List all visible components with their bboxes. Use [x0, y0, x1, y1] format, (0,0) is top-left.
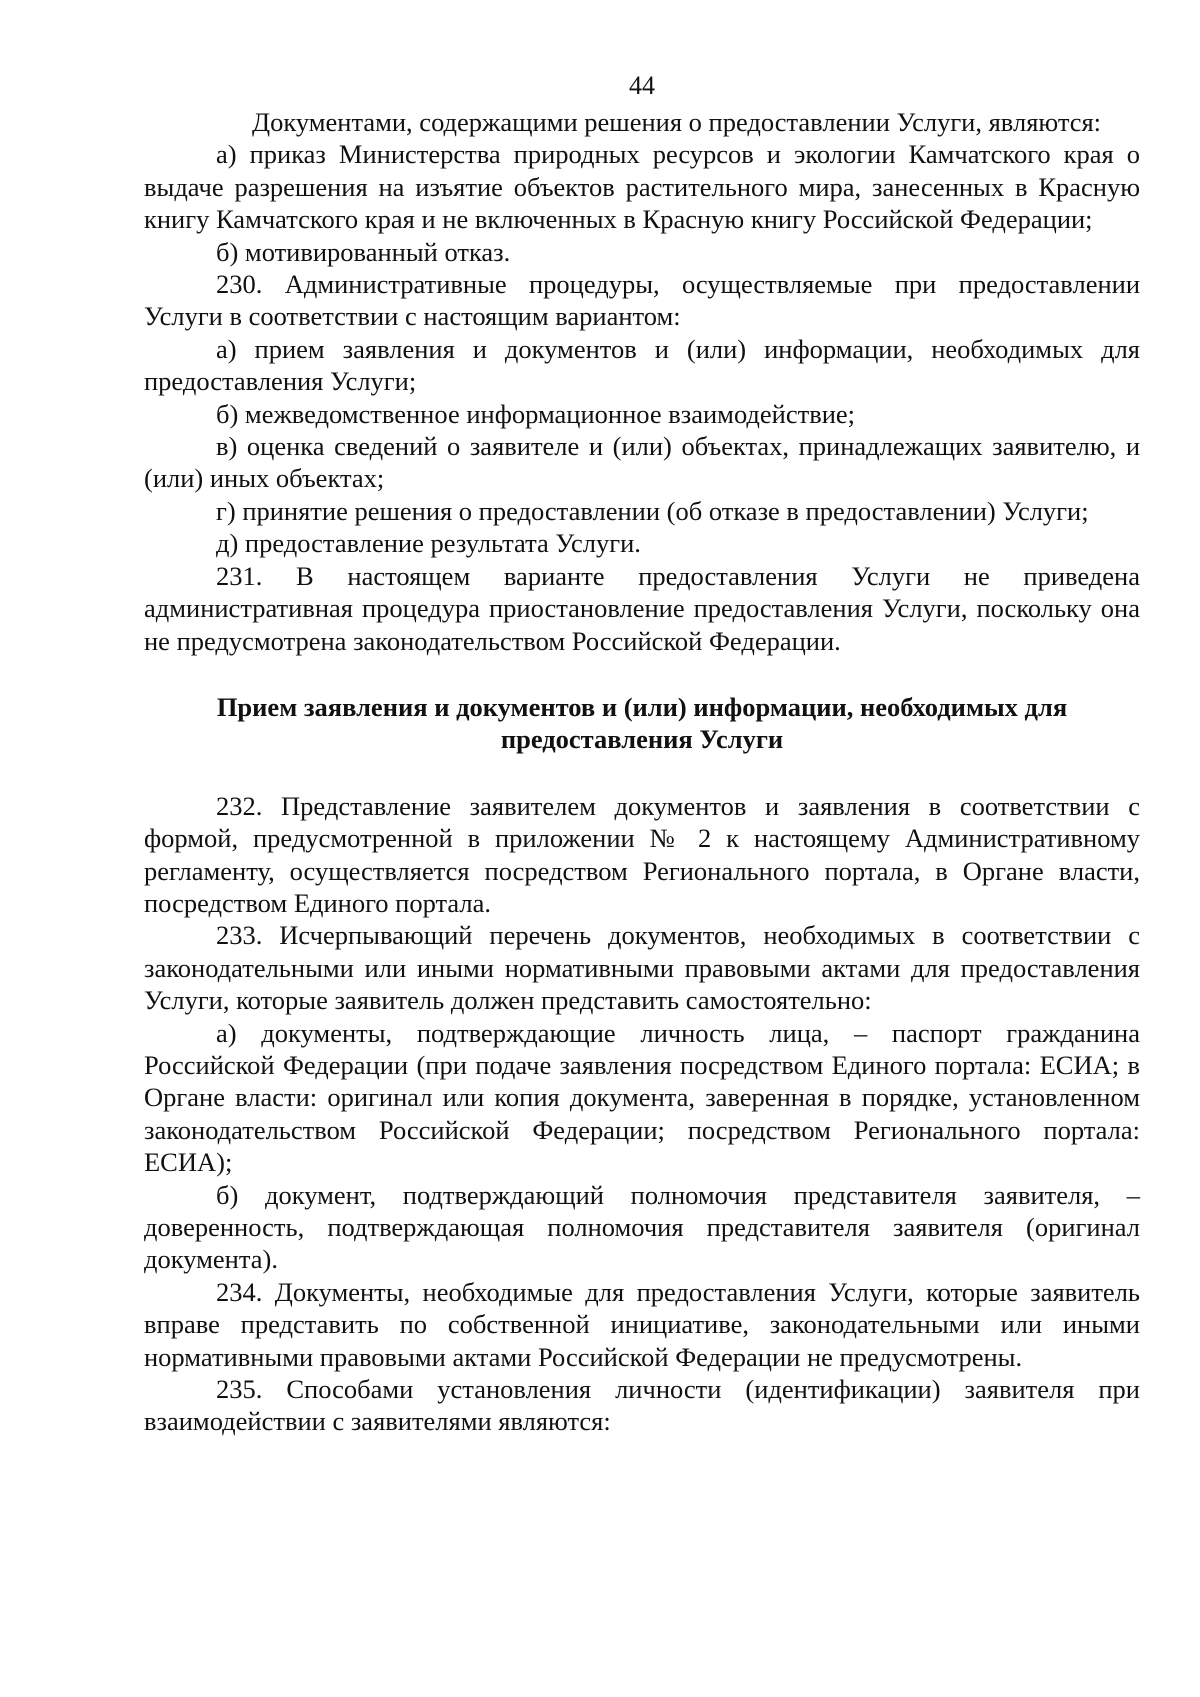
section-heading: Прием заявления и документов и (или) информации, необходимых для предоставления Услуги: [216, 691, 1068, 755]
paragraph-230-d: д) предоставление результата Услуги.: [216, 528, 641, 559]
paragraph-decision-documents: Документами, содержащими решения о предоставлении Услуги, являются:: [252, 107, 1102, 137]
paragraph-230-a: а) прием заявления и документов и (или) информации, необходимых для предоставления Услуги;: [144, 333, 1140, 397]
paragraph-234: 234. Документы, необходимые для предоставления Услуги, которые заявитель вправе представить по собственной инициативе, законодательными или иными нормативными правовыми актами Российской Федерации не предусмотрены.: [144, 1276, 1140, 1372]
paragraph-item-b-refusal: б) мотивированный отказ.: [216, 236, 511, 267]
paragraph-item-a-order: а) приказ Министерства природных ресурсов и экологии Камчатского края о выдаче разрешения на изъятие объектов растительного мира, занесенных в Красную книгу Камчатского края и не включенных в Красную книгу Российской Федерации;: [144, 139, 1140, 235]
paragraph-233-a: а) документы, подтверждающие личность лица, – паспорт гражданина Российской Федерации (при подаче заявления посредством Единого портала: ЕСИА; в Органе власти: оригинал или копия документа, заверенная в порядке, установленном законодательством Российской Федерации; посредством Регионального портала: ЕСИА);: [144, 1017, 1140, 1178]
paragraph-232: 232. Представление заявителем документов и заявления в соответствии с формой, предусмотренной в приложении № 2 к настоящему Административному регламенту, осуществляется посредством Регионального портала, в Органе власти, посредством Единого портала.: [144, 790, 1140, 918]
paragraph-230-v: в) оценка сведений о заявителе и (или) объектах, принадлежащих заявителю, и (или) иных объектах;: [144, 431, 1140, 494]
paragraph-230: 230. Административные процедуры, осуществляемые при предоставлении Услуги в соответствии с настоящим вариантом:: [144, 269, 1140, 332]
paragraph-233-b: б) документ, подтверждающий полномочия представителя заявителя, – доверенность, подтверждающая полномочия представителя заявителя (оригинал документа).: [144, 1179, 1140, 1275]
paragraph-235: 235. Способами установления личности (идентификации) заявителя при взаимодействии с заявителями являются:: [144, 1374, 1140, 1437]
document-page: [144, 70, 1140, 1438]
paragraph-230-g: г) принятие решения о предоставлении (об отказе в предоставлении) Услуги;: [216, 495, 1089, 526]
page-number: 44: [629, 71, 655, 100]
paragraph-231: 231. В настоящем варианте предоставления Услуги не приведена административная процедура приостановление предоставления Услуги, поскольку она не предусмотрена законодательством Российской Федерации.: [144, 560, 1140, 656]
paragraph-233: 233. Исчерпывающий перечень документов, необходимых в соответствии с законодательными или иными нормативными правовыми актами для предоставления Услуги, которые заявитель должен представить самостоятельно:: [144, 920, 1140, 1016]
paragraph-230-b: б) межведомственное информационное взаимодействие;: [216, 398, 856, 429]
